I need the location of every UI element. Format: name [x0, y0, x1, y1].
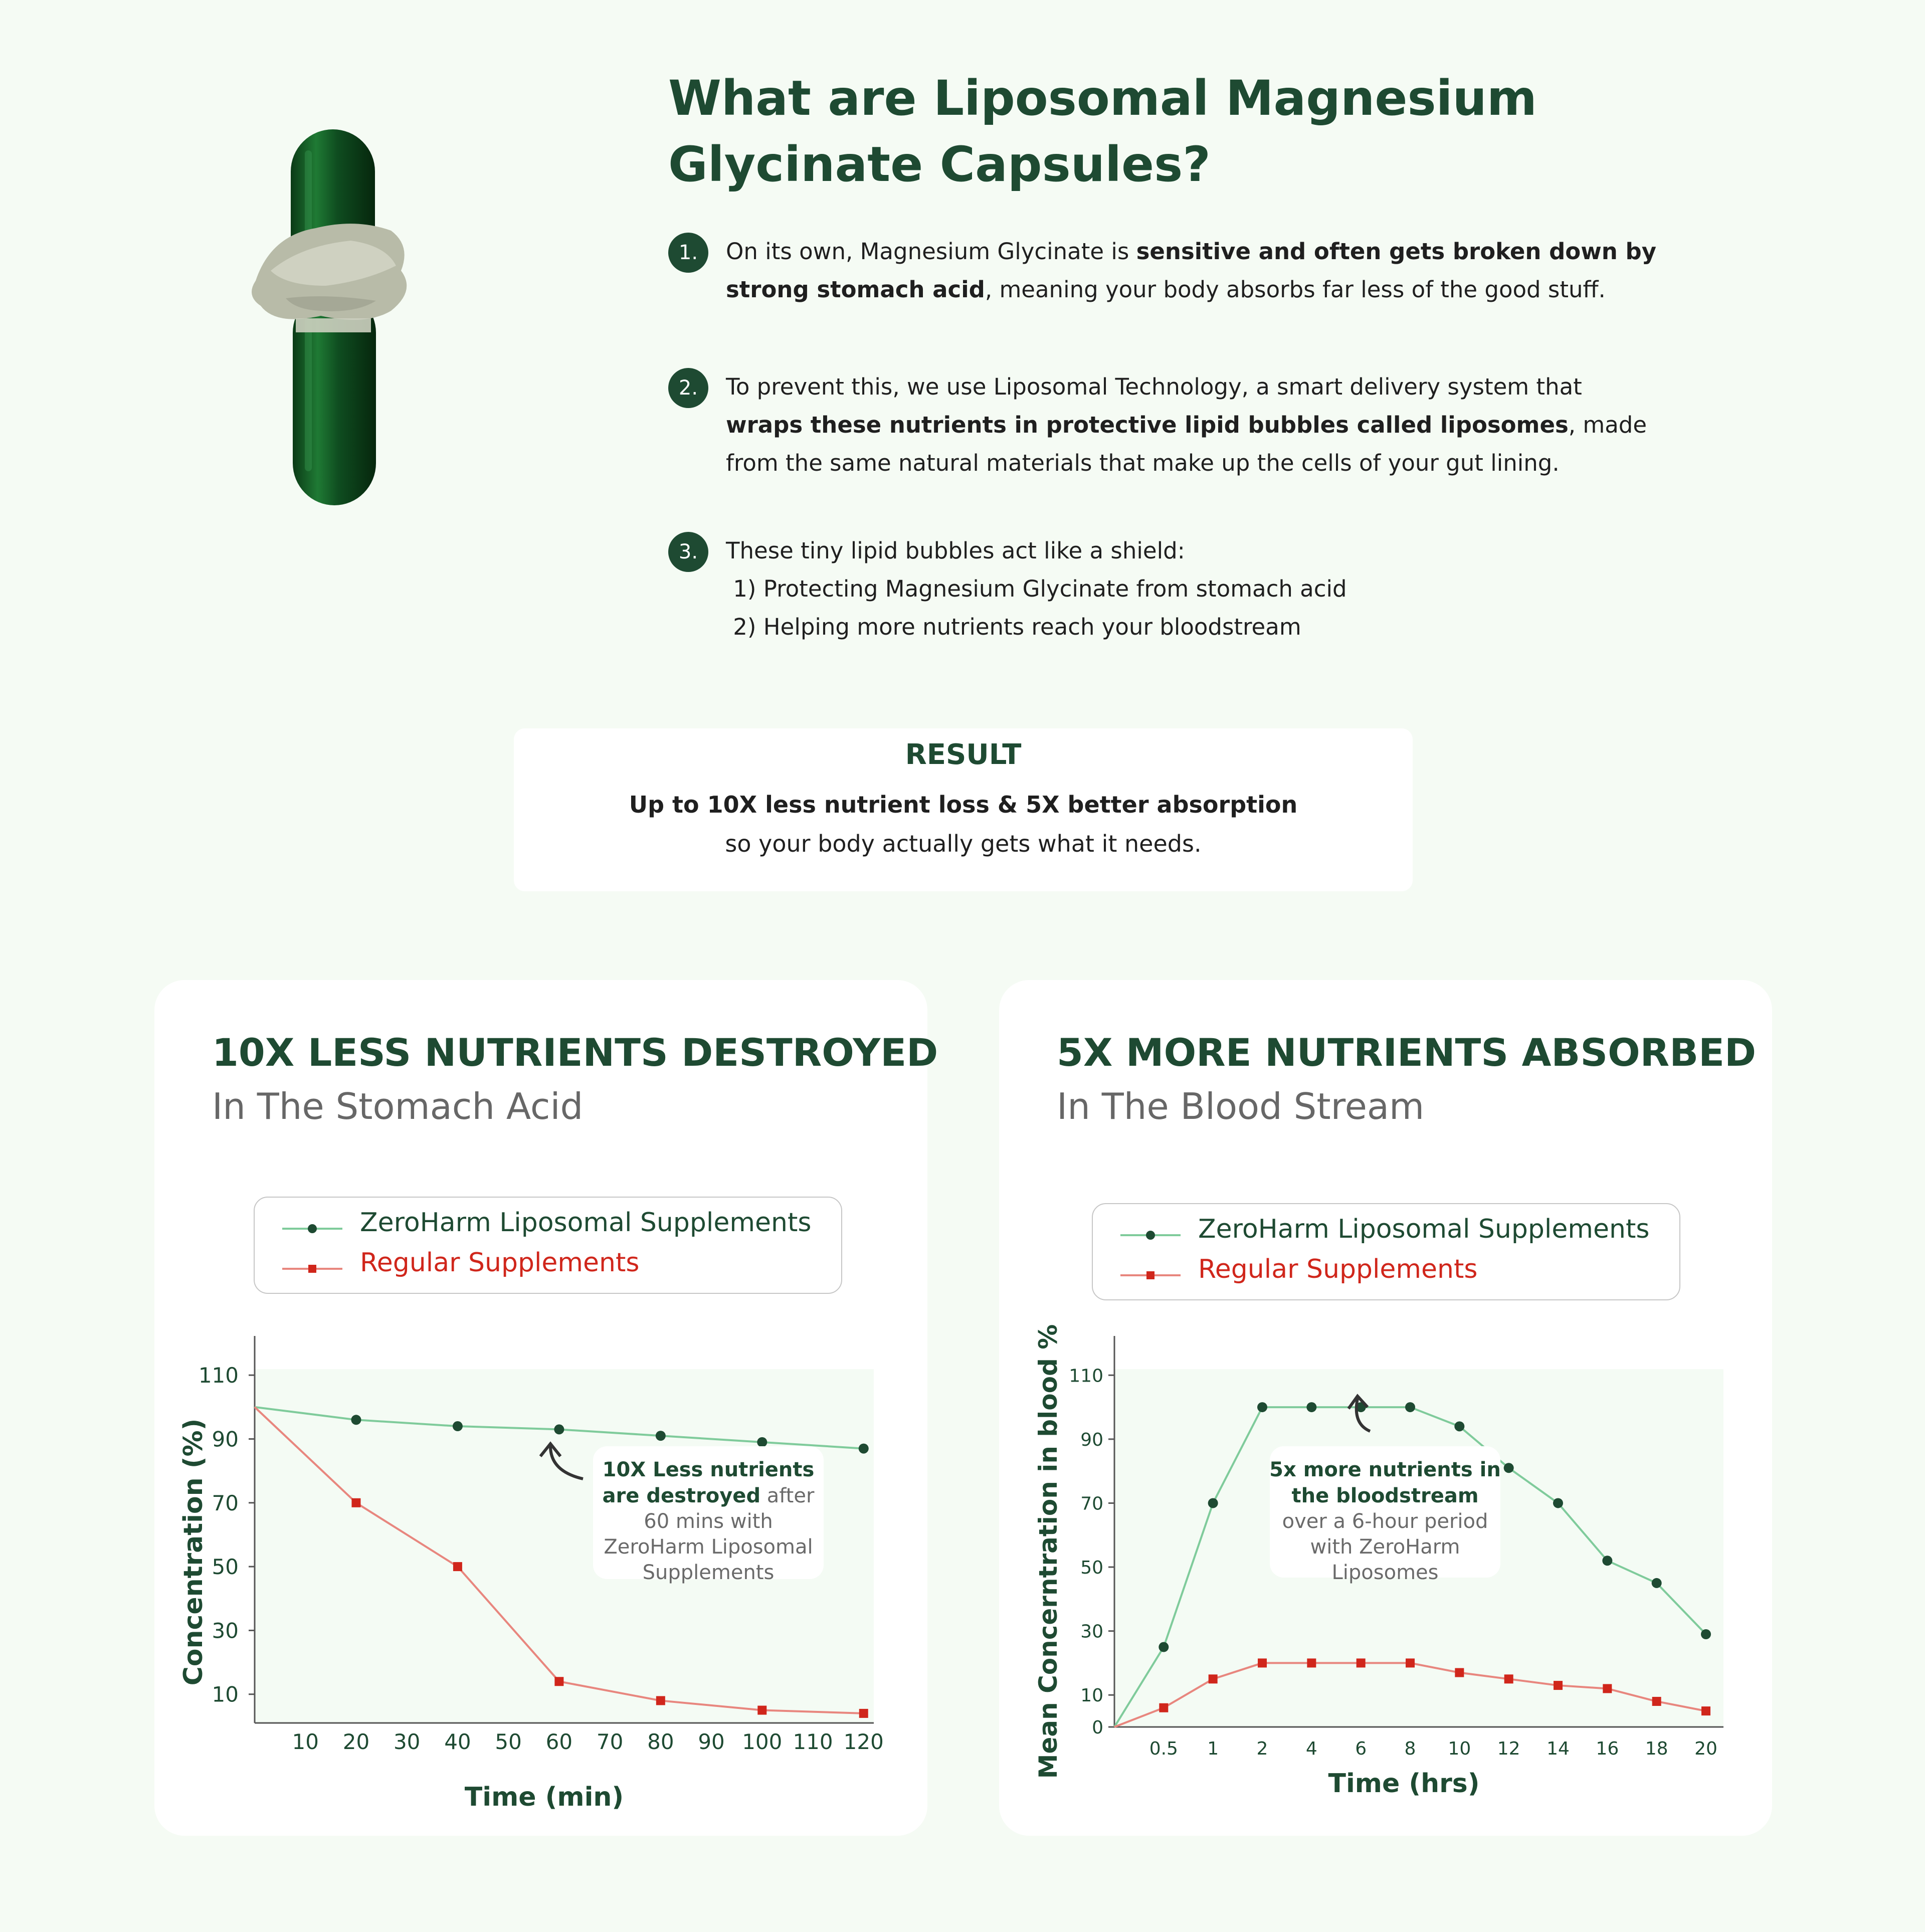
- x-tick-label: 70: [596, 1729, 624, 1754]
- x-tick-label: 30: [393, 1729, 421, 1754]
- card-stomach-acid: [154, 980, 938, 1836]
- annotation-line: over a 6-hour period: [1282, 1510, 1488, 1533]
- x-tick-label: 60: [545, 1729, 573, 1754]
- card-subtitle: In The Stomach Acid: [212, 1085, 584, 1127]
- y-tick-label: 50: [1080, 1558, 1103, 1579]
- x-tick-label: 1: [1207, 1738, 1219, 1759]
- annotation-line: 5x more nutrients in: [1269, 1458, 1501, 1481]
- annotation-line: Supplements: [642, 1561, 775, 1584]
- data-point-regular: [1701, 1706, 1710, 1715]
- data-point-regular: [1307, 1658, 1316, 1667]
- result-headline: Up to 10X less nutrient loss & 5X better absorption: [629, 791, 1298, 818]
- data-point-regular: [1357, 1658, 1366, 1667]
- x-tick-label: 10: [1448, 1738, 1471, 1759]
- data-point-zeroharm: [1159, 1642, 1169, 1652]
- y-tick-label: 90: [1080, 1429, 1103, 1450]
- data-point-zeroharm: [859, 1444, 869, 1454]
- step-text: To prevent this, we use Liposomal Technology, a smart delivery system that wraps these nutrients in protective lipid bubbles called liposomes, made from the same natural materials that make up the cells of your gut lining.: [726, 373, 1647, 476]
- card-blood-stream: [999, 980, 1772, 1836]
- y-tick-label: 110: [1069, 1366, 1103, 1387]
- x-tick-label: 8: [1404, 1738, 1416, 1759]
- annotation-line: are destroyed after: [602, 1484, 815, 1507]
- data-point-zeroharm: [757, 1437, 767, 1447]
- x-tick-label: 18: [1645, 1738, 1668, 1759]
- y-tick-label: 110: [198, 1363, 239, 1388]
- data-point-regular: [554, 1677, 563, 1686]
- line-chart-blood: [999, 980, 1772, 1836]
- x-tick-label: 16: [1596, 1738, 1619, 1759]
- y-tick-label: 0: [1092, 1717, 1103, 1738]
- card-title: 5X MORE NUTRIENTS ABSORBED: [1057, 1030, 1757, 1075]
- step-number: 1.: [668, 233, 708, 273]
- y-tick-label: 30: [212, 1618, 239, 1643]
- line-chart-stomach: [154, 980, 927, 1836]
- x-tick-label: 0.5: [1149, 1738, 1178, 1759]
- annotation-line: Liposomes: [1331, 1561, 1439, 1584]
- x-axis-label: Time (hrs): [1328, 1769, 1480, 1799]
- legend-label: ZeroHarm Liposomal Supplements: [360, 1208, 812, 1238]
- step-number: 2.: [668, 368, 708, 408]
- data-point-regular: [1554, 1681, 1563, 1690]
- data-point-regular: [1406, 1658, 1415, 1667]
- data-point-zeroharm: [453, 1421, 463, 1431]
- data-point-regular: [1455, 1668, 1464, 1677]
- y-tick-label: 10: [1080, 1685, 1103, 1706]
- x-tick-label: 10: [292, 1729, 319, 1754]
- data-point-regular: [656, 1696, 665, 1705]
- y-tick-label: 70: [212, 1490, 239, 1515]
- x-tick-label: 50: [495, 1729, 522, 1754]
- x-tick-label: 2: [1256, 1738, 1268, 1759]
- step-number: 3.: [668, 532, 708, 572]
- data-point-zeroharm: [1405, 1402, 1415, 1412]
- annotation-line: with ZeroHarm: [1310, 1535, 1460, 1559]
- data-point-regular: [757, 1706, 766, 1715]
- x-tick-label: 80: [647, 1729, 674, 1754]
- annotation-line: 60 mins with: [644, 1510, 773, 1533]
- step-text: These tiny lipid bubbles act like a shield: 1) Protecting Magnesium Glycinate from stomach acid 2) Helping more nutrients reach your bloodstream: [726, 537, 1347, 640]
- data-point-zeroharm: [554, 1424, 564, 1434]
- y-tick-label: 90: [212, 1427, 239, 1452]
- data-point-zeroharm: [1701, 1629, 1711, 1639]
- data-point-regular: [1504, 1674, 1513, 1683]
- y-axis-label: Mean Concerntration in blood %: [1034, 1324, 1063, 1779]
- data-point-regular: [1603, 1684, 1612, 1693]
- result-box: [514, 728, 1413, 891]
- capsule-image: [241, 120, 421, 521]
- data-point-zeroharm: [351, 1415, 361, 1425]
- y-axis-label: Concentration (%): [178, 1418, 209, 1686]
- y-tick-label: 70: [1080, 1493, 1103, 1514]
- data-point-zeroharm: [1306, 1402, 1316, 1412]
- data-point-zeroharm: [1257, 1402, 1267, 1412]
- x-tick-label: 40: [444, 1729, 471, 1754]
- annotation-line: the bloodstream: [1291, 1484, 1479, 1507]
- y-tick-label: 50: [212, 1555, 239, 1580]
- x-tick-label: 6: [1355, 1738, 1367, 1759]
- result-subline: so your body actually gets what it needs.: [725, 830, 1202, 857]
- page-title: What are Liposomal Magnesium Glycinate Capsules?: [668, 70, 1537, 192]
- annotation-line: 10X Less nutrients: [602, 1458, 815, 1481]
- data-point-regular: [453, 1562, 462, 1571]
- data-point-zeroharm: [1504, 1463, 1514, 1473]
- x-tick-label: 100: [742, 1729, 783, 1754]
- x-tick-label: 20: [1694, 1738, 1717, 1759]
- x-tick-label: 90: [698, 1729, 725, 1754]
- data-point-regular: [1209, 1674, 1218, 1683]
- x-tick-label: 120: [843, 1729, 884, 1754]
- y-tick-label: 10: [212, 1682, 239, 1707]
- x-tick-label: 20: [342, 1729, 370, 1754]
- x-tick-label: 12: [1497, 1738, 1520, 1759]
- legend-label: Regular Supplements: [1198, 1254, 1478, 1284]
- x-axis-label: Time (min): [464, 1782, 624, 1812]
- card-title: 10X LESS NUTRIENTS DESTROYED: [212, 1030, 938, 1075]
- y-tick-label: 30: [1080, 1621, 1103, 1642]
- legend-label: ZeroHarm Liposomal Supplements: [1198, 1214, 1650, 1244]
- data-point-zeroharm: [1208, 1498, 1218, 1508]
- legend-label: Regular Supplements: [360, 1248, 640, 1278]
- annotation-line: ZeroHarm Liposomal: [604, 1535, 813, 1559]
- data-point-zeroharm: [1652, 1578, 1662, 1588]
- x-tick-label: 4: [1305, 1738, 1317, 1759]
- data-point-zeroharm: [1553, 1498, 1563, 1508]
- card-subtitle: In The Blood Stream: [1057, 1085, 1425, 1127]
- data-point-regular: [1258, 1658, 1267, 1667]
- data-point-zeroharm: [1454, 1421, 1464, 1431]
- result-title: RESULT: [905, 738, 1022, 771]
- data-point-regular: [859, 1709, 868, 1718]
- data-point-regular: [351, 1498, 360, 1507]
- data-point-regular: [1652, 1697, 1661, 1706]
- data-point-regular: [1159, 1703, 1168, 1712]
- data-point-zeroharm: [656, 1431, 666, 1441]
- data-point-zeroharm: [1602, 1556, 1612, 1566]
- x-tick-label: 14: [1547, 1738, 1570, 1759]
- x-tick-label: 110: [793, 1729, 833, 1754]
- step-text: On its own, Magnesium Glycinate is sensitive and often gets broken down by strong stomach acid, meaning your body absorbs far less of the good stuff.: [726, 238, 1657, 303]
